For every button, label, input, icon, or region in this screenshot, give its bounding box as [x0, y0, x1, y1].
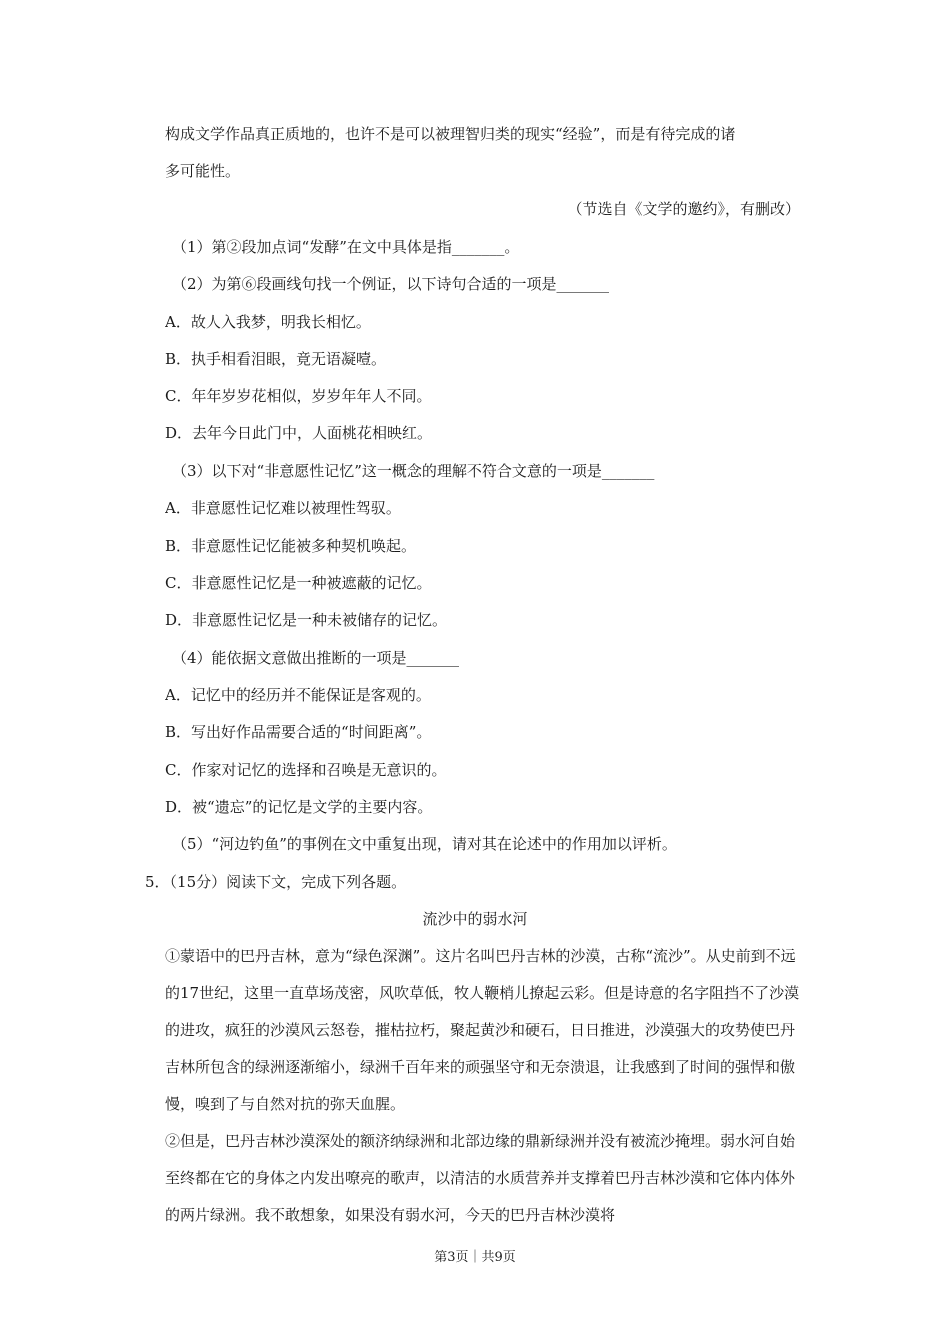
- article-paragraph-2: ②但是，巴丹吉林沙漠深处的额济纳绿洲和北部边缘的鼎新绿洲并没有被流沙掩埋。弱水河自始至终都在它的身体之内发出嘹亮的歌声，以清洁的水质营养并支撑着巴丹吉林沙漠和它体内体外的两片绿洲。我不敢想象，如果没有弱水河，今天的巴丹吉林沙漠将: [165, 1132, 796, 1224]
- article-paragraph-1: ①蒙语中的巴丹吉林，意为“绿色深渊”。这片名叫巴丹吉林的沙漠，古称“流沙”。从史前到不远的17世纪，这里一直草场茂密，风吹草低，牧人鞭梢儿撩起云彩。但是诗意的名字阻挡不了沙漠的进攻，疯狂的沙漠风云怒卷，摧枯拉朽，聚起黄沙和硬石，日日推进，沙漠强大的攻势使巴丹吉林所包含的绿洲逐渐缩小，绿洲千百年来的顽强坚守和无奈溃退，让我感到了时间的强悍和傲慢，嗅到了与自然对抗的弥天血腥。: [165, 947, 800, 1113]
- intro-line-1: 构成文学作品真正质地的，也许不是可以被理智归类的现实“经验”，而是有待完成的诸: [165, 125, 736, 143]
- question-4: （4）能依据文意做出推断的一项是_______: [172, 649, 460, 667]
- q4-option-c: C．作家对记忆的选择和召唤是无意识的。: [165, 761, 447, 779]
- page-footer: 第3页｜共9页: [434, 1250, 516, 1265]
- article-title: 流沙中的弱水河: [422, 910, 528, 928]
- question-5: （5）“河边钓鱼”的事例在文中重复出现，请对其在论述中的作用加以评析。: [172, 835, 677, 853]
- question-1: （1）第②段加点词“发酵”在文中具体是指_______。: [172, 238, 520, 256]
- source-citation: （节选自《文学的邀约》，有删改）: [567, 200, 800, 218]
- q4-option-b: B．写出好作品需要合适的“时间距离”。: [165, 723, 432, 741]
- question-2: （2）为第⑥段画线句找一个例证，以下诗句合适的一项是_______: [172, 275, 610, 293]
- q2-option-c: C．年年岁岁花相似，岁岁年年人不同。: [165, 387, 432, 405]
- intro-line-2: 多可能性。: [165, 162, 241, 180]
- q4-option-d: D．被“遗忘”的记忆是文学的主要内容。: [165, 798, 433, 816]
- q3-option-b: B．非意愿性记忆能被多种契机唤起。: [165, 537, 417, 555]
- q3-option-a: A．非意愿性记忆难以被理性驾驭。: [165, 499, 401, 517]
- q4-option-a: A．记忆中的经历并不能保证是客观的。: [165, 686, 431, 704]
- q3-option-d: D．非意愿性记忆是一种未被储存的记忆。: [165, 611, 448, 629]
- q2-option-b: B．执手相看泪眼，竟无语凝噎。: [165, 350, 387, 368]
- section-5-heading: 5．（15分）阅读下文，完成下列各题。: [145, 873, 407, 891]
- q3-option-c: C．非意愿性记忆是一种被遮蔽的记忆。: [165, 574, 432, 592]
- q2-option-d: D．去年今日此门中，人面桃花相映红。: [165, 424, 433, 442]
- q2-option-a: A．故人入我梦，明我长相忆。: [165, 313, 371, 331]
- question-3: （3）以下对“非意愿性记忆”这一概念的理解不符合文意的一项是_______: [172, 462, 655, 480]
